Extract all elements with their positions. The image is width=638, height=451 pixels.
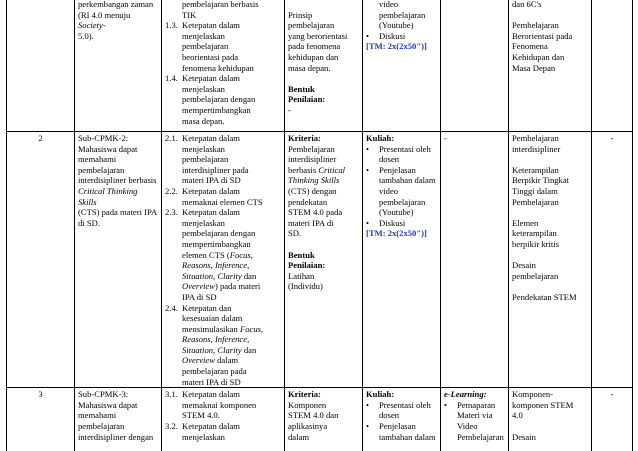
activity-cell: Kuliah: • Presentasi oleh dosen • Penjelasan tambahan dalam video pembelajaran (Youtube) • Diskusi [TM: 2x(2x50")] <box>363 132 441 388</box>
indicator-line: menjelaskan <box>182 217 225 228</box>
material-line: Desain <box>512 260 536 271</box>
indicator-line: 3.2. Ketepatan dalam <box>165 421 240 432</box>
material-line <box>512 154 588 165</box>
table-row <box>7 388 633 451</box>
material-line: Tinggi dalam <box>512 185 558 196</box>
indicator-line: Situation, Clarity dan <box>182 270 257 281</box>
indicator-line: pembelajaran dengan <box>182 228 256 239</box>
indicator-line: 2.2. Ketepatan dalam <box>165 185 240 196</box>
criteria-cell: Prinsip pembelajaran yang berorientasi pada fenomena kehidupan dan masa depan. Bentuk Penilaian: - <box>285 0 363 132</box>
material-line: Keterampilan <box>512 164 559 175</box>
online-cell: e-Learning: • Pemaparan Materi via Video Pembelajaran <box>441 388 509 451</box>
indicator-line: Situation, Clarity dan <box>182 344 257 355</box>
weight-cell: - <box>592 388 633 451</box>
indicator-line: mempertimbangkan <box>182 104 251 115</box>
indicator-line: pembelajaran pada <box>182 366 247 377</box>
material-line: Masa Depan <box>512 62 556 73</box>
material-line: Elemen <box>512 217 539 228</box>
material-line: keterampilan <box>512 228 557 239</box>
indicator-line: pembelajaran dengan <box>182 94 256 105</box>
online-cell <box>441 0 509 132</box>
indicator-line: Overview dalam <box>182 355 239 366</box>
row-number: 3 <box>7 388 75 451</box>
table-row <box>7 132 633 388</box>
list-item: • Diskusi <box>366 217 406 228</box>
indicator-line: pembelajaran <box>182 154 229 165</box>
indicator-line: menjelaskan <box>182 143 225 154</box>
material-line: Kehidupan dan <box>512 51 565 62</box>
weight-cell: - <box>592 132 633 388</box>
material-line: Fenomena <box>512 41 548 52</box>
indicator-line: IPA di SD <box>182 291 217 302</box>
indicator-line: 2.4. Ketepatan dan <box>165 302 232 313</box>
material-line <box>512 207 588 218</box>
material-line <box>512 281 588 292</box>
indicator-line: memaknai elemen CTS <box>182 196 263 207</box>
indicator-line: fenomena kehidupan <box>182 62 254 73</box>
list-item: • Pemaparan Materi via Video Pembelajaran <box>444 399 504 442</box>
indicator-line: Overview) pada materi <box>182 281 261 292</box>
material-cell <box>509 388 592 451</box>
material-line: Pembelajaran <box>512 196 559 207</box>
indicator-line: 2.1. Ketepatan dalam <box>165 133 240 143</box>
sub-cpmk-cell: perkembangan zaman (RI 4.0 menuju Society- 5.0). <box>75 0 162 132</box>
indicator-line: mempertimbangkan <box>182 238 251 249</box>
material-line: Pembelajaran <box>512 20 559 31</box>
indicator-line: 2.3. Ketepatan dalam <box>165 207 240 218</box>
criteria-cell: Kriteria: Pembelajaran interdisipliner berbasis Critical Thinking Skills (CTS) dengan pendekatan STEM 4.0 pada materi IPA di SD. Bentuk Penilaian: Latihan (Individu) <box>285 132 363 388</box>
indicator-line: Reasons, Inference, <box>182 260 250 271</box>
indicator-line: interdisipliner pada <box>182 164 249 175</box>
material-line <box>512 10 588 21</box>
material-cell <box>509 132 592 388</box>
material-line: pembelajaran <box>512 270 559 281</box>
material-line: interdisipliner <box>512 143 561 154</box>
bullet-icon: • <box>444 399 448 410</box>
indicator-line: menjelaskan <box>182 30 225 41</box>
indicator-line: materi IPA di SD <box>182 175 241 186</box>
indicator-line: menjelaskan <box>182 431 225 442</box>
material-line: berpikir kritis <box>512 238 560 249</box>
online-cell: - <box>441 132 509 388</box>
indicator-line: pembelajaran <box>182 41 229 52</box>
bullet-icon: • <box>366 217 370 228</box>
indicator-cell <box>162 132 285 388</box>
material-line: Berpikir Tingkat <box>512 175 570 186</box>
indicator-line: 3.1. Ketepatan dalam <box>165 389 240 400</box>
indicator-cell <box>162 388 285 451</box>
indicator-line: 1.3. Ketepatan dalam <box>165 20 240 31</box>
material-cell <box>509 0 592 132</box>
material-line: Berorientasi pada <box>512 30 573 41</box>
rps-table <box>6 0 633 451</box>
indicator-line: 1.4. Ketepatan dalam <box>165 73 240 84</box>
row-number <box>7 0 75 132</box>
indicator-line: menjelaskan <box>182 83 225 94</box>
material-line: Pembelajaran <box>512 133 559 143</box>
indicator-line: kesesuaian dalam <box>182 313 243 324</box>
indicator-line: TIK <box>182 9 197 20</box>
material-line <box>512 421 588 432</box>
indicator-line: pembelajaran berbasis <box>182 0 259 9</box>
indicator-line: materi IPA di SD <box>182 376 241 387</box>
indicator-line: mensimulasikan Focus, <box>182 323 264 334</box>
indicator-line: STEM 4.0. <box>182 410 220 421</box>
material-line: 4.0 <box>512 410 523 421</box>
material-line <box>512 250 588 261</box>
criteria-cell: Kriteria: Komponen STEM 4.0 dan aplikasinya dalam <box>285 388 363 451</box>
material-line: Pendekatan STEM <box>512 291 577 302</box>
indicator-line: elemen CTS (Focus, <box>182 249 253 260</box>
indicator-line: memaknai komponen <box>182 399 257 410</box>
weight-cell <box>592 0 633 132</box>
list-item: • Presentasi oleh dosen <box>366 143 431 165</box>
table-row <box>7 0 633 132</box>
row-number: 2 <box>7 132 75 388</box>
indicator-line: masa depan. <box>182 115 225 126</box>
list-item: • Penjelasan tambahan dalam <box>366 421 436 442</box>
material-line: Komponen- <box>512 389 554 400</box>
indicator-line: Reasons, Inference, <box>182 334 250 345</box>
list-item: • Presentasi oleh dosen <box>366 399 431 421</box>
material-line: Desain <box>512 431 536 442</box>
indicator-line: beorientasi pada <box>182 51 239 62</box>
sub-cpmk-cell: Sub-CPMK-2: Mahasiswa dapat memahami pembelajaran interdisipliner berbasis Critical Thinking Skills (CTS) pada materi IPA di SD. <box>75 132 162 388</box>
bullet-icon: • <box>366 143 370 154</box>
material-line: dan 6C's <box>512 0 542 9</box>
bullet-icon: • <box>366 421 370 432</box>
indicator-cell <box>162 0 285 132</box>
sub-cpmk-cell: Sub-CPMK-3: Mahasiswa dapat memahami pembelajaran interdisipliner dengan <box>75 388 162 451</box>
list-item: • Penjelasan tambahan dalam video pembelajaran (Youtube) <box>366 164 436 218</box>
activity-cell: Kuliah: • Presentasi oleh dosen • Penjelasan tambahan dalam <box>363 388 441 451</box>
material-line: komponen STEM <box>512 399 574 410</box>
activity-cell: video pembelajaran (Youtube) • Diskusi [TM: 2x(2x50")] <box>363 0 441 132</box>
bullet-icon: • <box>366 164 370 175</box>
bullet-icon: • <box>366 399 370 410</box>
